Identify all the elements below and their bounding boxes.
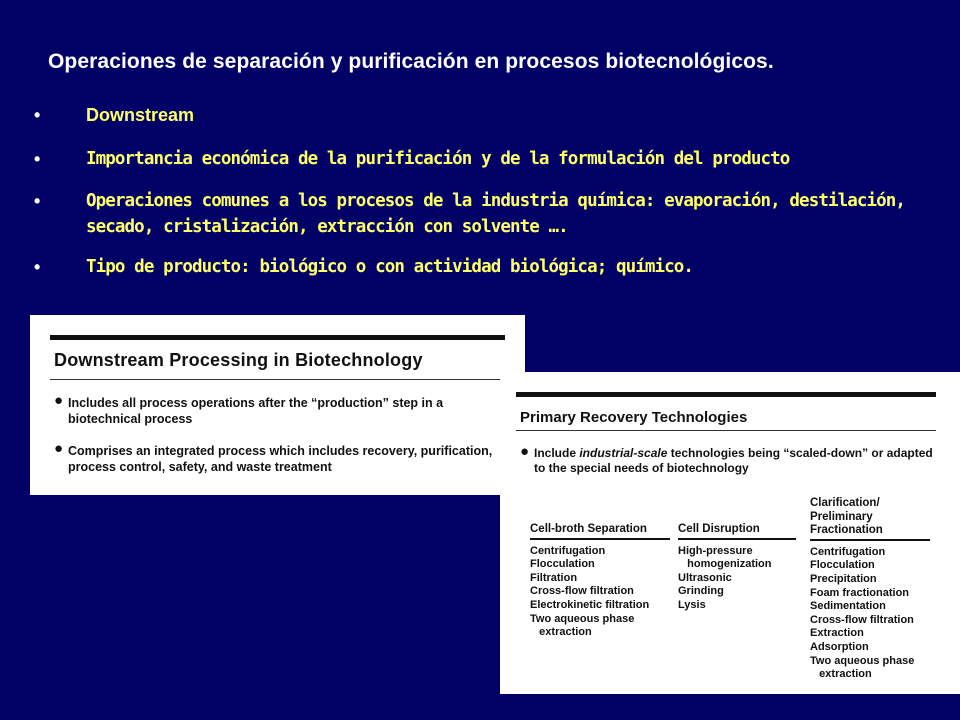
cell-broth-separation-column — [530, 523, 670, 640]
scan-heading: Downstream Processing in Biotechnology — [54, 350, 423, 370]
bullet-item — [34, 188, 954, 240]
column-item: Flocculation — [530, 558, 595, 571]
column-item: Grinding — [678, 585, 724, 598]
bullet-dot-icon: • — [34, 191, 41, 211]
clarification-fractionation-column — [810, 497, 930, 682]
column-item: Centrifugation — [810, 545, 886, 558]
column-item: Filtration — [530, 571, 578, 584]
bullet-text: Downstream — [86, 105, 195, 125]
scan-item-text-start: Include — [534, 446, 580, 460]
column-item: Ultrasonic — [678, 571, 732, 584]
column-item: homogenization — [678, 558, 772, 571]
scan-top-rule — [50, 335, 505, 340]
column-header: Cell-broth Separation — [530, 523, 670, 540]
bullet-item — [34, 254, 954, 280]
column-item: Adsorption — [810, 640, 869, 653]
cell-disruption-column — [678, 523, 796, 613]
column-item: Electrokinetic filtration — [530, 598, 650, 611]
downstream-processing-scan — [30, 315, 525, 495]
bullet-list — [34, 102, 954, 280]
column-header: Cell Disruption — [678, 523, 796, 540]
column-item: Cross-flow filtration — [530, 585, 634, 598]
column-item: Extraction — [810, 627, 864, 640]
column-item: High-pressure — [678, 544, 753, 557]
bullet-text: Importancia económica de la purificación y de la formulación del producto — [86, 149, 790, 169]
scan-divider — [50, 379, 505, 380]
bullet-dot-icon: • — [34, 105, 41, 125]
scan-top-rule — [516, 392, 936, 397]
column-header: Clarification/ Preliminary Fractionation — [810, 497, 930, 541]
bullet-dot-icon: • — [34, 257, 41, 277]
bullet-dot-icon: ● — [54, 392, 64, 409]
scan-item-text: Includes all process operations after the “production” step in a biotechnical process — [68, 396, 444, 426]
scan-item-text-end: technologies being “scaled-down” or adapted to the special needs of biotechnology — [534, 446, 933, 475]
bullet-dot-icon: ● — [520, 443, 530, 460]
scan-item-emphasis: industrial-scale — [579, 446, 668, 460]
scan-list-item — [520, 443, 944, 476]
bullet-dot-icon: • — [34, 149, 41, 169]
bullet-text: Operaciones comunes a los procesos de la industria química: evaporación, destilación, secado, cristalización, extracción con solvente …. — [86, 191, 906, 237]
column-item: extraction — [530, 626, 592, 639]
bullet-text: Tipo de producto: biológico o con actividad biológica; químico. — [86, 257, 694, 277]
column-item: Lysis — [678, 598, 706, 611]
scan-list-item — [54, 440, 508, 475]
column-item: extraction — [810, 668, 872, 681]
scan-list-item — [54, 392, 508, 427]
column-item: Two aqueous phase — [530, 612, 635, 625]
scan-heading: Primary Recovery Technologies — [520, 409, 748, 426]
column-item: Two aqueous phase — [810, 654, 915, 667]
scan-item-text: Comprises an integrated process which includes recovery, purification, process control, safety, and waste treatment — [68, 444, 493, 474]
column-item: Precipitation — [810, 572, 877, 585]
scan-divider — [516, 430, 936, 431]
column-item: Sedimentation — [810, 600, 886, 613]
bullet-dot-icon: ● — [54, 440, 64, 457]
column-item: Flocculation — [810, 559, 875, 572]
primary-recovery-scan — [500, 372, 960, 694]
column-item: Centrifugation — [530, 544, 606, 557]
slide-title: Operaciones de separación y purificación en procesos biotecnológicos. — [48, 50, 774, 73]
column-item: Cross-flow filtration — [810, 613, 914, 626]
bullet-item — [34, 102, 954, 128]
column-item: Foam fractionation — [810, 586, 910, 599]
bullet-item — [34, 146, 954, 172]
